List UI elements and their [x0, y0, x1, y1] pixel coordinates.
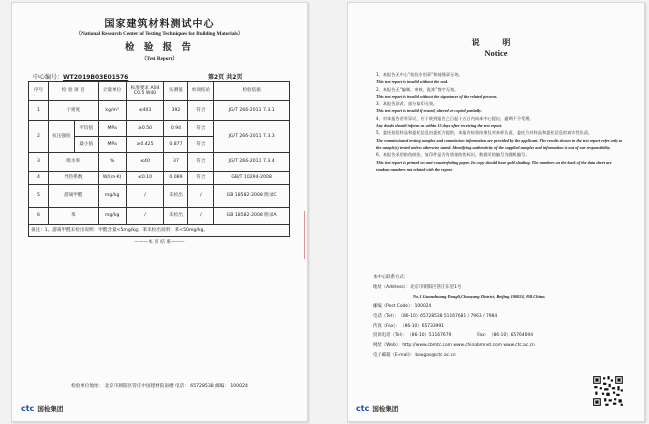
cell-no: 1: [29, 101, 49, 121]
cell-conclusion: /: [188, 185, 214, 208]
cell-basis: JG/T 266-2011 7.3.4: [214, 153, 290, 172]
header-no: 序号: [29, 82, 49, 101]
cell-conclusion: 符合: [188, 153, 214, 172]
contact-label: 传真（Fax）：: [373, 323, 401, 329]
logo-mark: ctc: [21, 404, 35, 413]
red-seal-stamp: [296, 211, 305, 259]
note-row: [29, 225, 290, 237]
cell-no: 3: [29, 153, 49, 172]
notice-cn: 4、对本报告若有异议，应于收到报告之日起十五日内向本中心提出，逾期不予受理。: [376, 115, 534, 121]
cell-no: 2: [29, 121, 49, 153]
contact-value: （86-10）51167679: [407, 333, 452, 339]
notice-title-en: Notice: [484, 48, 508, 58]
cell-conclusion: 符合: [188, 137, 214, 153]
contact-row: [373, 283, 628, 293]
contact-value: （86-10）65764694: [489, 333, 533, 339]
notice-list: [376, 71, 626, 173]
cell-unit: MPa: [98, 137, 126, 153]
table-row: [29, 121, 290, 137]
logo-text: 国检集团: [37, 405, 64, 413]
contact-label: 网址（Web）：: [373, 342, 403, 348]
notice-en: This test report is printed on anti-counterfeiting paper. Its copy should have gold shading. The numbers on the back of the data sheet are random numbers not related with the report.: [376, 159, 612, 172]
table-header-row: [29, 82, 290, 101]
test-report-page: [11, 2, 308, 422]
contact-value: 100024: [414, 304, 432, 310]
cell-item: 抗压强度: [48, 121, 74, 153]
notice-item: [376, 71, 626, 86]
qr-code-icon: [592, 375, 624, 407]
logo-mark: ctc: [356, 404, 370, 413]
cell-basis: GB/T 10294-2008: [214, 172, 290, 185]
contact-title: 本中心联系方式：: [373, 275, 409, 280]
ctc-logo: [21, 404, 63, 413]
header-conclusion: 单项结论: [188, 82, 214, 101]
table-row: [29, 185, 290, 208]
cell-measured: 0.877: [164, 137, 188, 153]
contact-row: [373, 292, 628, 302]
header-standard: 标准要求 A04 C0.5 W40: [126, 82, 164, 101]
cell-no: 4: [29, 172, 49, 185]
center-title-cn: 国家建筑材料测试中心: [104, 19, 215, 30]
table-row: [29, 101, 290, 121]
cell-item: 吸水率: [48, 153, 98, 172]
end-of-page-mark: ———本 页 结 束———: [134, 240, 185, 245]
contact-value: （86-10）65733991: [400, 323, 445, 329]
contact-row: [373, 302, 628, 312]
contact-label: 投诉电话（Tel）：: [373, 333, 408, 339]
cell-measured: 未检出: [164, 208, 188, 225]
notice-page: [347, 2, 645, 422]
notice-item: [376, 129, 626, 151]
cell-measured: 0.94: [164, 121, 188, 137]
header-measured: 实测值: [164, 82, 188, 101]
contact-row: [373, 331, 628, 341]
cell-measured: 392: [164, 101, 188, 121]
cell-item: 游离甲醛: [48, 185, 98, 208]
cell-unit: mg/kg: [98, 185, 126, 208]
contact-label: 电子邮箱（E-mail）：: [373, 352, 416, 358]
cell-standard: /: [126, 208, 164, 225]
cell-item: 导热系数: [48, 172, 98, 185]
cell-no: 5: [29, 185, 49, 208]
results-table: [28, 81, 290, 237]
cell-measured: 0.089: [164, 172, 188, 185]
notice-item: [376, 86, 626, 101]
cell-unit: kg/m³: [98, 101, 126, 121]
notice-cn: 3、本报告涂改、部分复印无效。: [376, 101, 438, 107]
cell-item: 苯: [48, 208, 98, 225]
contact-row: [373, 341, 628, 351]
center-number-label: 中心编号：: [33, 74, 64, 81]
header-unit: 计量单位: [98, 82, 126, 101]
cell-conclusion: 符合: [188, 101, 214, 121]
contact-value: No.1 Guanzhuang Dongli,Chaoyang District, Beijing 100024, P.R.China.: [413, 294, 546, 300]
cell-unit: W/(m·K): [98, 172, 126, 185]
notice-cn: 2、本报告无“编制、审核、批准”签字无效。: [376, 86, 459, 92]
contact-label: Fax：: [477, 333, 490, 339]
notice-item: [376, 151, 626, 173]
cell-measured: 37: [164, 153, 188, 172]
ctc-logo: [356, 404, 398, 413]
cell-standard: ≥0.50: [126, 121, 164, 137]
cell-measured: 未检出: [164, 185, 188, 208]
cell-standard: ≤0.10: [126, 172, 164, 185]
notice-item: [376, 100, 626, 115]
contact-value: baogao@ctc.ac.cn: [415, 352, 456, 358]
table-row: [29, 208, 290, 225]
cell-unit: %: [98, 153, 126, 172]
contact-value: http://www.cbmtc.com www.chinabmnet.com www.ctc.ac.cn: [402, 342, 535, 348]
cell-basis: GB 18582-2008 附录A: [214, 208, 290, 225]
cell-basis: GB 18582-2008 附录C: [214, 185, 290, 208]
cell-no: 6: [29, 208, 49, 225]
contact-info: [373, 273, 628, 360]
report-title-cn: 检 验 报 告: [125, 42, 194, 53]
notice-cn: 1、本报告无中心“检验专用章”和骑缝章无效。: [376, 72, 463, 77]
notice-en: The commissioned testing samples and commission information are provided by the applicant. The results shown in the test report refer only to the sample(s) tested unless otherwise stated. Identifying authenticity of the supplied samples and information is out of our responsibility.: [376, 137, 623, 150]
contact-row: [373, 351, 628, 361]
logo-text: 国检集团: [372, 405, 399, 413]
contact-row: [373, 312, 628, 322]
contact-value: 北京市朝阳区管庄东里1号: [410, 284, 462, 290]
notice-cn: 6、本报告采用防伪纸张，复印件是否有烫金防伪标识，数据页的编号为随机编号。: [376, 152, 530, 158]
page-number: 第2页 共2页: [208, 74, 243, 81]
notice-title-cn: 说 明: [471, 38, 521, 47]
table-row: [29, 153, 290, 172]
cell-basis: JG/T 266-2011 7.3.1: [214, 101, 290, 121]
notice-en: This test report is invalid without the signatures of the related persons.: [376, 93, 498, 99]
cell-standard: ≥0.425: [126, 137, 164, 153]
notice-item: [376, 115, 626, 130]
cell-conclusion: /: [188, 208, 214, 225]
cell-standard: /: [126, 185, 164, 208]
cell-conclusion: 符合: [188, 172, 214, 185]
lab-address-line: 检验单位地址： 北京市朝阳区管庄中国建材院南楼 电话： 65728538 邮编： 100024: [71, 384, 248, 389]
cell-unit: MPa: [98, 121, 126, 137]
header-basis: 检验依据: [214, 82, 290, 101]
header-item: 检 验 项 目: [48, 82, 98, 101]
cell-standard: ≤403: [126, 101, 164, 121]
cell-unit: mg/kg: [98, 208, 126, 225]
report-title-en: （Test Report）: [141, 56, 178, 62]
center-number-value: WT2019B03E01576: [63, 74, 129, 81]
table-note: 备注：1、游离甲醛未检出说明：甲醛含量<5mg/kg；苯未检出说明：苯<50mg/kg。: [29, 225, 290, 237]
cell-basis: JG/T 266-2011 7.3.3: [214, 121, 290, 153]
notice-en: This test report is invalid if erased, altered or copied partially.: [376, 108, 482, 114]
contact-label: 电话（Tel）：: [373, 313, 399, 319]
contact-label: 邮编（Post Code）：: [373, 304, 415, 310]
notice-en: This test report is invalid without the seal.: [376, 79, 449, 85]
center-title-en: （National Research Center of Testing Techniques for Building Materials）: [75, 31, 244, 37]
center-number: [33, 72, 128, 81]
contact-label: 地址（Address）：: [373, 284, 411, 290]
table-row: [29, 172, 290, 185]
notice-cn: 5、委托检验样品和委托信息由委托方提供，本报告检验结果仅对来样负责，委托方对样品和委托信息的真实性负责。: [376, 130, 593, 136]
cell-conclusion: 符合: [188, 121, 214, 137]
cell-subitem: 最小值: [74, 137, 98, 153]
contact-value: （86-10）65728538 51167681 / 7963 / 7984: [398, 313, 498, 319]
contact-row: [373, 322, 628, 332]
notice-en: Any doubt should inform us within 15 days after receiving the test report.: [376, 123, 503, 129]
cell-subitem: 平均值: [74, 121, 98, 137]
cell-standard: ≤40: [126, 153, 164, 172]
cell-item: 干密度: [48, 101, 98, 121]
